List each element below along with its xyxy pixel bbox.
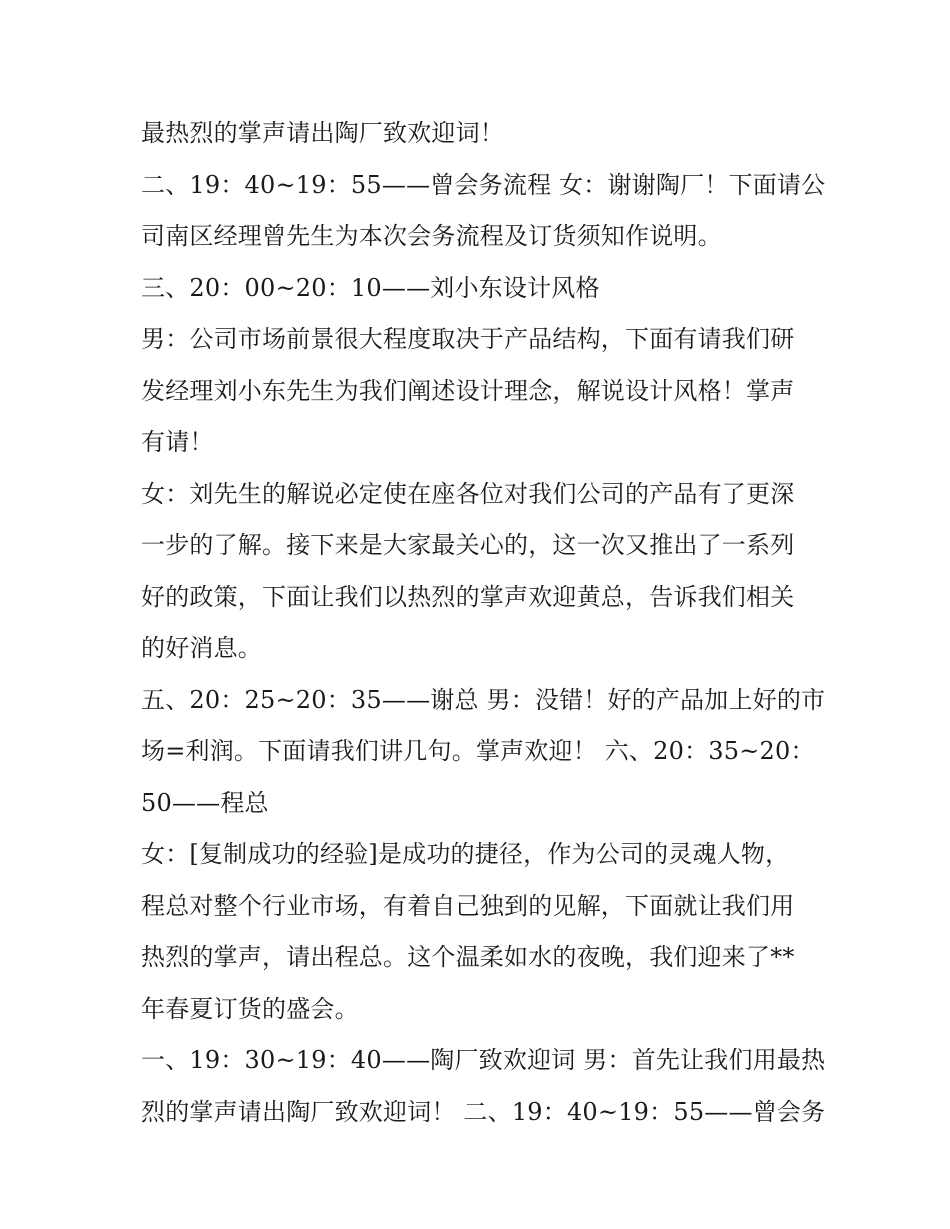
text-line: 有请！ xyxy=(141,428,214,456)
text-line: 司南区经理曾先生为本次会务流程及订货须知作说明。 xyxy=(141,222,722,250)
text-line: 烈的掌声请出陶厂致欢迎词！ 二、19：40~19：55——曾会务 xyxy=(141,1097,826,1126)
text-line: 一、19：30~19：40——陶厂致欢迎词 男：首先让我们用最热 xyxy=(141,1046,826,1074)
text-line: 五、20：25~20：35——谢总 男：没错！好的产品加上好的市 xyxy=(141,685,826,714)
text-line: 三、20：00~20：10——刘小东设计风格 xyxy=(141,273,600,302)
text-line: 程总对整个行业市场，有着自己独到的见解，下面就让我们用 xyxy=(141,891,795,920)
text-line: 50——程总 xyxy=(141,788,269,817)
text-line: 二、19：40~19：55——曾会务流程 女：谢谢陶厂！下面请公 xyxy=(141,170,826,199)
text-line: 场=利润。下面请我们讲几句。掌声欢迎！ 六、20：35~20： xyxy=(141,737,815,765)
text-line: 一步的了解。接下来是大家最关心的，这一次又推出了一系列 xyxy=(141,531,795,559)
document-body xyxy=(141,108,826,1138)
text-line: 女：[复制成功的经验]是成功的捷径，作为公司的灵魂人物， xyxy=(141,840,790,868)
text-line: 最热烈的掌声请出陶厂致欢迎词！ xyxy=(141,119,504,147)
text-line: 年春夏订货的盛会。 xyxy=(141,994,359,1023)
text-line: 的好消息。 xyxy=(141,634,262,662)
text-line: 热烈的掌声，请出程总。这个温柔如水的夜晚，我们迎来了** xyxy=(141,943,795,971)
text-line: 好的政策，下面让我们以热烈的掌声欢迎黄总，告诉我们相关 xyxy=(141,582,795,611)
text-line: 男：公司市场前景很大程度取决于产品结构，下面有请我们研 xyxy=(141,325,795,353)
text-line: 发经理刘小东先生为我们阐述设计理念，解说设计风格！掌声 xyxy=(141,376,795,405)
text-line: 女：刘先生的解说必定使在座各位对我们公司的产品有了更深 xyxy=(141,479,795,508)
